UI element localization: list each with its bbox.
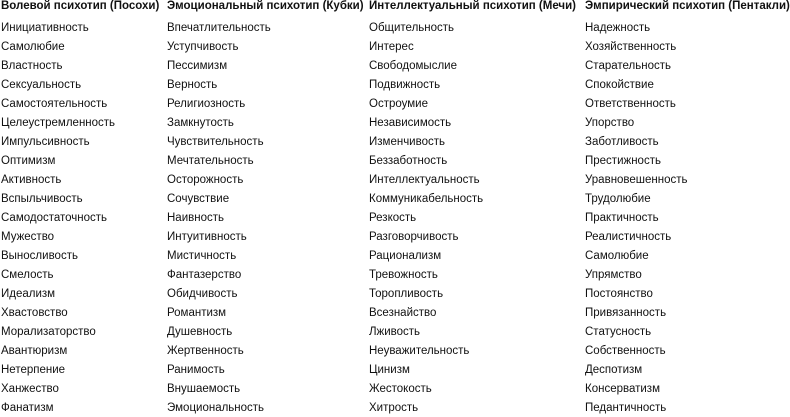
- header-volevoy: Волевой психотип (Посохи): [1, 0, 160, 12]
- trait-cell-emotsionalny: Жертвенность: [167, 344, 244, 357]
- trait-cell-volevoy: Сексуальность: [1, 78, 82, 91]
- trait-cell-emotsionalny: Внушаемость: [167, 382, 241, 395]
- trait-cell-empirichesky: Практичность: [585, 211, 659, 224]
- trait-cell-volevoy: Фанатизм: [1, 401, 54, 414]
- table-row: [0, 170, 790, 189]
- table-row: [0, 284, 790, 303]
- trait-cell-intellektualny: Резкость: [369, 211, 417, 224]
- trait-cell-volevoy: Морализаторство: [1, 325, 96, 338]
- trait-cell-volevoy: Смелость: [1, 268, 54, 281]
- trait-cell-volevoy: Идеализм: [1, 287, 56, 300]
- trait-cell-emotsionalny: Впечатлительность: [167, 21, 271, 34]
- trait-cell-emotsionalny: Сочувствие: [167, 192, 230, 205]
- trait-cell-intellektualny: Изменчивость: [369, 135, 445, 148]
- trait-cell-volevoy: Хвастовство: [1, 306, 68, 319]
- trait-cell-intellektualny: Жестокость: [369, 382, 432, 395]
- trait-cell-intellektualny: Неуважительность: [369, 344, 470, 357]
- table-row: [0, 113, 790, 132]
- trait-cell-empirichesky: Статусность: [585, 325, 652, 338]
- trait-cell-volevoy: Мужество: [1, 230, 55, 243]
- table-row: [0, 322, 790, 341]
- trait-cell-emotsionalny: Мистичность: [167, 249, 237, 262]
- trait-cell-emotsionalny: Осторожность: [167, 173, 244, 186]
- trait-cell-volevoy: Властность: [1, 59, 63, 72]
- trait-cell-intellektualny: Коммуникабельность: [369, 192, 484, 205]
- trait-cell-emotsionalny: Мечтательность: [167, 154, 254, 167]
- table-row: [0, 398, 790, 417]
- table-row: [0, 75, 790, 94]
- trait-cell-empirichesky: Спокойствие: [585, 78, 654, 91]
- table-header: [0, 0, 790, 18]
- trait-cell-empirichesky: Консерватизм: [585, 382, 660, 395]
- trait-cell-empirichesky: Педантичность: [585, 401, 667, 414]
- trait-cell-empirichesky: Собственность: [585, 344, 666, 357]
- trait-cell-emotsionalny: Пессимизм: [167, 59, 228, 72]
- trait-cell-empirichesky: Упрямство: [585, 268, 642, 281]
- trait-cell-intellektualny: Цинизм: [369, 363, 410, 376]
- trait-cell-empirichesky: Деспотизм: [585, 363, 643, 376]
- trait-cell-volevoy: Целеустремленность: [1, 116, 116, 129]
- trait-cell-empirichesky: Реалистичность: [585, 230, 672, 243]
- trait-cell-empirichesky: Хозяйственность: [585, 40, 677, 53]
- trait-cell-volevoy: Самолюбие: [1, 40, 65, 53]
- table-row: [0, 246, 790, 265]
- trait-cell-intellektualny: Подвижность: [369, 78, 441, 91]
- table-row: [0, 227, 790, 246]
- header-empirichesky: Эмпирический психотип (Пентакли): [585, 0, 790, 12]
- trait-cell-intellektualny: Хитрость: [369, 401, 419, 414]
- trait-cell-intellektualny: Тревожность: [369, 268, 438, 281]
- trait-cell-volevoy: Самостоятельность: [1, 97, 108, 110]
- trait-cell-empirichesky: Постоянство: [585, 287, 653, 300]
- trait-cell-intellektualny: Разговорчивость: [369, 230, 459, 243]
- table-row: [0, 303, 790, 322]
- trait-cell-emotsionalny: Наивность: [167, 211, 224, 224]
- trait-cell-volevoy: Авантюризм: [1, 344, 68, 357]
- table-row: [0, 37, 790, 56]
- trait-cell-emotsionalny: Эмоциональность: [167, 401, 265, 414]
- trait-cell-empirichesky: Надежность: [585, 21, 651, 34]
- trait-cell-empirichesky: Упорство: [585, 116, 635, 129]
- trait-cell-emotsionalny: Обидчивость: [167, 287, 238, 300]
- trait-cell-intellektualny: Лживость: [369, 325, 421, 338]
- trait-cell-emotsionalny: Интуитивность: [167, 230, 247, 243]
- trait-cell-emotsionalny: Душевность: [167, 325, 233, 338]
- trait-cell-empirichesky: Престижность: [585, 154, 661, 167]
- table-row: [0, 94, 790, 113]
- header-intellektualny: Интеллектуальный психотип (Мечи): [369, 0, 577, 12]
- trait-cell-volevoy: Выносливость: [1, 249, 78, 262]
- table-row: [0, 360, 790, 379]
- trait-cell-volevoy: Импульсивность: [1, 135, 90, 148]
- trait-cell-volevoy: Вспыльчивость: [1, 192, 83, 205]
- trait-cell-empirichesky: Заботливость: [585, 135, 659, 148]
- table-row: [0, 208, 790, 227]
- header-emotsionalny: Эмоциональный психотип (Кубки): [167, 0, 364, 12]
- trait-cell-intellektualny: Свободомыслие: [369, 59, 457, 72]
- trait-cell-emotsionalny: Фантазерство: [167, 268, 242, 281]
- trait-cell-volevoy: Нетерпение: [1, 363, 66, 376]
- table-row: [0, 151, 790, 170]
- table-row: [0, 379, 790, 398]
- trait-cell-emotsionalny: Чувствительность: [167, 135, 264, 148]
- trait-cell-intellektualny: Всезнайство: [369, 306, 437, 319]
- trait-cell-empirichesky: Уравновешенность: [585, 173, 688, 186]
- trait-cell-intellektualny: Интерес: [369, 40, 414, 53]
- trait-cell-empirichesky: Привязанность: [585, 306, 667, 319]
- trait-cell-emotsionalny: Верность: [167, 78, 218, 91]
- trait-cell-emotsionalny: Уступчивость: [167, 40, 239, 53]
- trait-cell-empirichesky: Старательность: [585, 59, 671, 72]
- table-row: [0, 265, 790, 284]
- table-row: [0, 189, 790, 208]
- header-row: [0, 0, 790, 18]
- trait-cell-intellektualny: Торопливость: [369, 287, 444, 300]
- trait-cell-volevoy: Активность: [1, 173, 62, 186]
- table-row: [0, 56, 790, 75]
- trait-cell-intellektualny: Общительность: [369, 21, 455, 34]
- trait-cell-empirichesky: Трудолюбие: [585, 192, 651, 205]
- trait-cell-emotsionalny: Замкнутость: [167, 116, 234, 129]
- trait-cell-emotsionalny: Романтизм: [167, 306, 227, 319]
- trait-cell-volevoy: Самодостаточность: [1, 211, 108, 224]
- table-body: [0, 18, 790, 417]
- trait-cell-intellektualny: Независимость: [369, 116, 452, 129]
- trait-cell-empirichesky: Ответственность: [585, 97, 676, 110]
- trait-cell-emotsionalny: Ранимость: [167, 363, 225, 376]
- trait-cell-volevoy: Ханжество: [1, 382, 59, 395]
- trait-cell-intellektualny: Остроумие: [369, 97, 428, 110]
- trait-cell-intellektualny: Рационализм: [369, 249, 442, 262]
- trait-cell-empirichesky: Самолюбие: [585, 249, 649, 262]
- trait-cell-intellektualny: Беззаботность: [369, 154, 448, 167]
- trait-cell-intellektualny: Интеллектуальность: [369, 173, 480, 186]
- table-row: [0, 132, 790, 151]
- trait-cell-emotsionalny: Религиозность: [167, 97, 246, 110]
- trait-cell-volevoy: Оптимизм: [1, 154, 56, 167]
- table-row: [0, 341, 790, 360]
- trait-cell-volevoy: Инициативность: [1, 21, 89, 34]
- table-row: [0, 18, 790, 37]
